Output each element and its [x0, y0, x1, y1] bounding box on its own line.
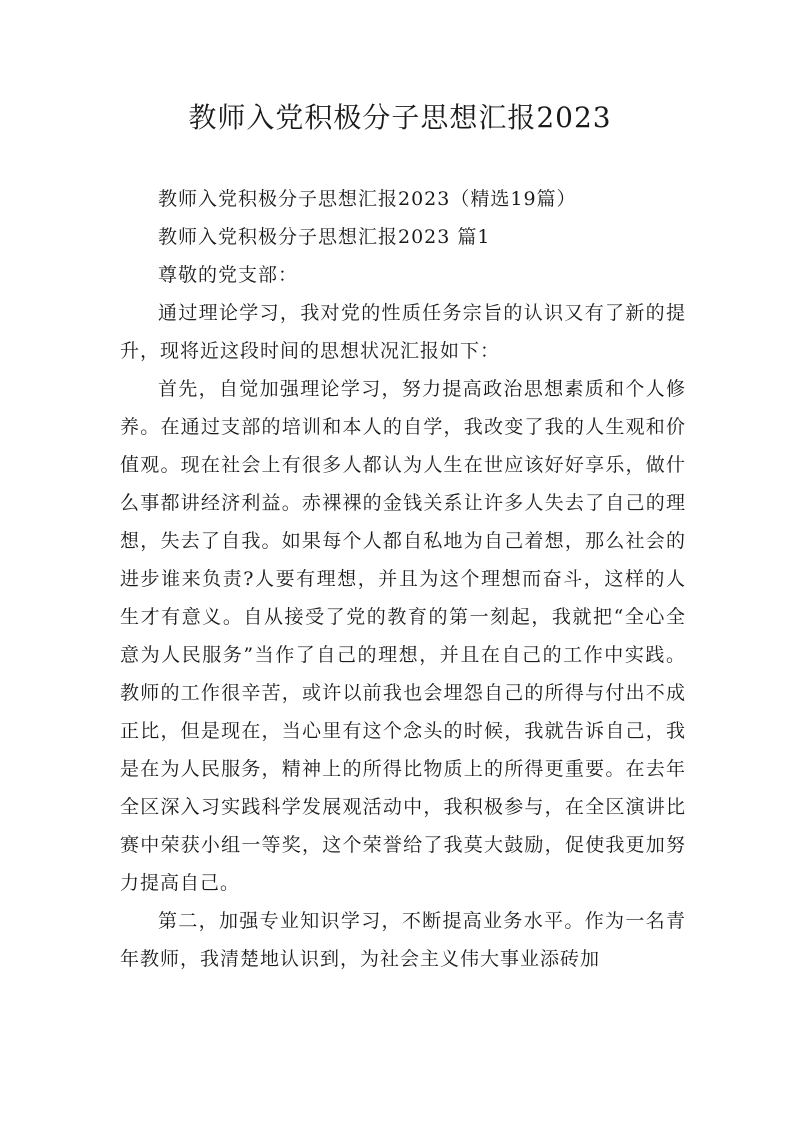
document-body	[120, 180, 686, 978]
subtitle-paragraph: 教师入党积极分子思想汇报2023（精选19篇）	[158, 188, 577, 210]
document-title: 教师入党积极分子思想汇报2023	[188, 101, 612, 134]
salutation: 尊敬的党支部：	[158, 264, 299, 286]
body-paragraph-second: 第二，加强专业知识学习，不断提高业务水平。作为一名青年教师，我清楚地认识到，为社会主义伟大事业添砖加	[120, 910, 686, 970]
body-paragraph-first: 首先，自觉加强理论学习，努力提高政治思想素质和个人修养。在通过支部的培训和本人的自学，我改变了我的人生观和价值观。现在社会上有很多人都认为人生在世应该好好享乐，做什么事都讲经济利益。赤裸裸的金钱关系让许多人失去了自己的理想，失去了自我。如果每个人都自私地为自己着想，那么社会的进步谁来负责?人要有理想，并且为这个理想而奋斗，这样的人生才有意义。自从接受了党的教育的第一刻起，我就把“全心全意为人民服务”当作了自己的理想，并且在自己的工作中实践。教师的工作很辛苦，或许以前我也会埋怨自己的所得与付出不成正比，但是现在，当心里有这个念头的时候，我就告诉自己，我是在为人民服务，精神上的所得比物质上的所得更重要。在去年全区深入习实践科学发展观活动中，我积极参与，在全区演讲比赛中荣获小组一等奖，这个荣誉给了我莫大鼓励，促使我更加努力提高自己。	[120, 378, 686, 894]
intro-paragraph: 通过理论学习，我对党的性质任务宗旨的认识又有了新的提升，现将近这段时间的思想状况汇报如下：	[120, 302, 686, 362]
section-heading: 教师入党积极分子思想汇报2023 篇1	[158, 226, 491, 248]
